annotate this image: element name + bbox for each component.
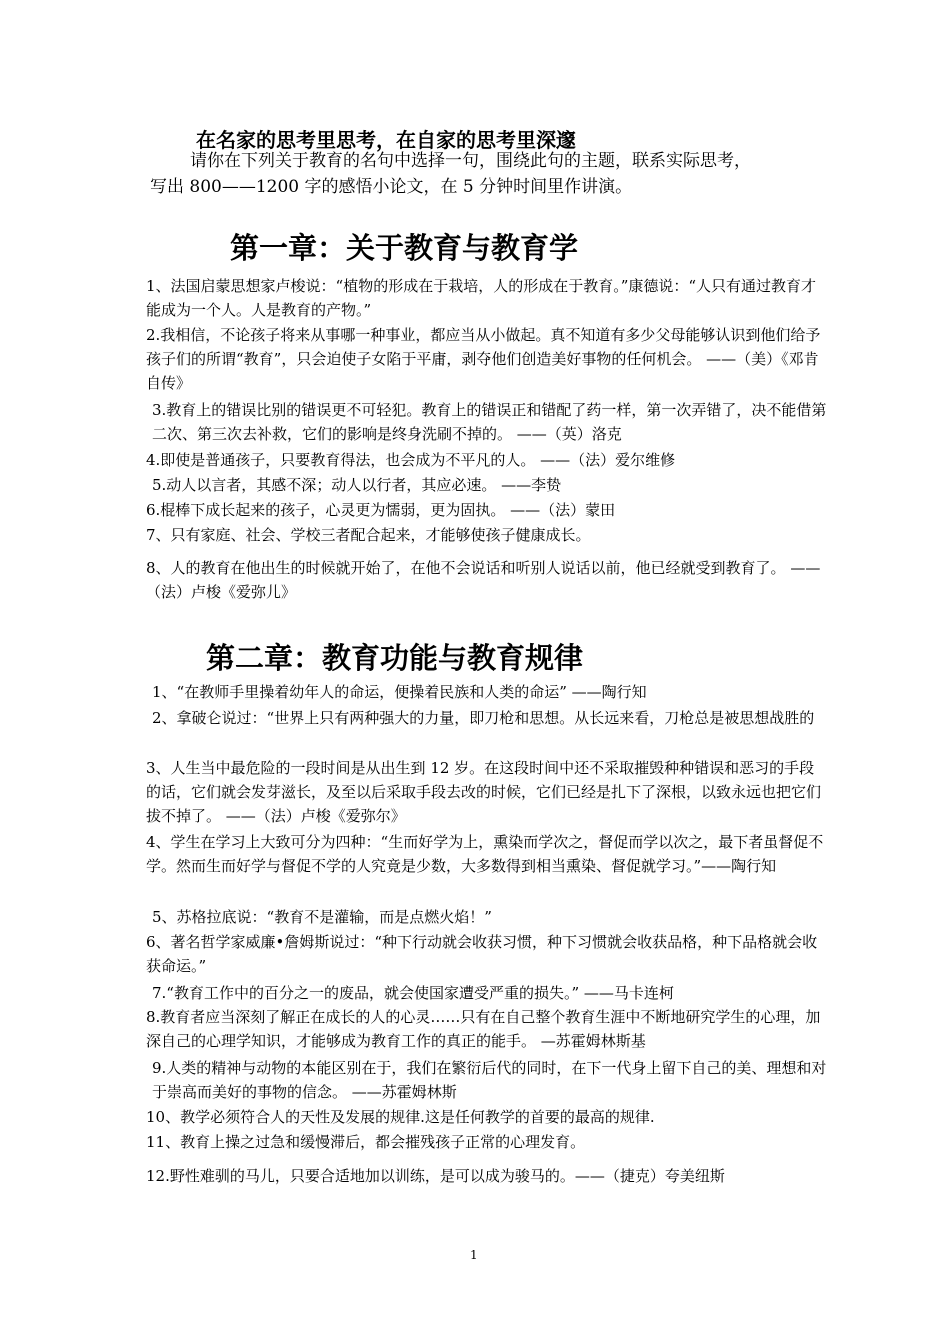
chapter-1-quote-1: 1、法国启蒙思想家卢梭说：“植物的形成在于栽培，人的形成在于教育。”康德说：“人只有通过教育才能成为一个人。人是教育的产物。” bbox=[146, 277, 817, 319]
chapter-2-quote-12: 12.野性难驯的马儿，只要合适地加以训练，是可以成为骏马的。——（捷克）夸美纽斯 bbox=[146, 1167, 725, 1185]
chapter-2-heading: 第二章：教育功能与教育规律 bbox=[206, 641, 584, 675]
chapter-2-quote-6: 6、著名哲学家威廉•詹姆斯说过：“种下行动就会收获习惯，种下习惯就会收获品格，种下品格就会收获命运。” bbox=[146, 933, 818, 975]
chapter-1-quote-7: 7、只有家庭、社会、学校三者配合起来，才能够使孩子健康成长。 bbox=[146, 526, 591, 544]
intro-line-1: 请你在下列关于教育的名句中选择一句，围绕此句的主题，联系实际思考， bbox=[190, 151, 751, 171]
chapter-1-quote-4: 4.即使是普通孩子，只要教育得法，也会成为不平凡的人。 ——（法）爱尔维修 bbox=[146, 451, 676, 469]
chapter-2-quote-3: 3、人生当中最危险的一段时间是从出生到 12 岁。在这段时间中还不采取摧毁种种错误和恶习的手段的话，它们就会发芽滋长，及至以后采取手段去改的时候，它们已经是扎下了深根，以致永远也把它们拔不掉了。 ——（法）卢梭《爱弥尔》 bbox=[146, 759, 822, 825]
chapter-2-quote-9: 9.人类的精神与动物的本能区别在于，我们在繁衍后代的同时，在下一代身上留下自己的美、理想和对于崇高而美好的事物的信念。 ——苏霍姆林斯 bbox=[152, 1059, 827, 1101]
chapter-1-quote-6: 6.棍棒下成长起来的孩子，心灵更为懦弱，更为固执。 ——（法）蒙田 bbox=[146, 501, 616, 519]
chapter-2-quote-11: 11、教育上操之过急和缓慢滞后，都会摧残孩子正常的心理发育。 bbox=[146, 1133, 586, 1151]
page-number: 1 bbox=[470, 1248, 478, 1262]
chapter-1-quote-5: 5.动人以言者，其感不深；动人以行者，其应必速。 ——李贽 bbox=[152, 476, 562, 494]
chapter-2-quote-7: 7.“教育工作中的百分之一的废品，就会使国家遭受严重的损失。” ——马卡连柯 bbox=[152, 984, 674, 1002]
intro-paragraph bbox=[150, 148, 850, 200]
chapter-1-quote-3: 3.教育上的错误比别的错误更不可轻犯。教育上的错误正和错配了药一样，第一次弄错了，决不能借第二次、第三次去补救，它们的影响是终身洗刷不掉的。 ——（英）洛克 bbox=[152, 401, 827, 443]
chapter-2-quote-2: 2、拿破仑说过：“世界上只有两种强大的力量，即刀枪和思想。从长远来看，刀枪总是被思想战胜的 bbox=[152, 709, 815, 727]
chapter-2-quote-1: 1、“在教师手里操着幼年人的命运，便操着民族和人类的命运” ——陶行知 bbox=[152, 683, 647, 701]
chapter-1-quote-8: 8、人的教育在他出生的时候就开始了，在他不会说话和听别人说话以前，他已经就受到教育了。 ——（法）卢梭《爱弥儿》 bbox=[146, 559, 821, 601]
chapter-1-quote-2: 2.我相信，不论孩子将来从事哪一种事业，都应当从小做起。真不知道有多少父母能够认识到他们给予孩子们的所谓“教育”，只会迫使子女陷于平庸，剥夺他们创造美好事物的任何机会。 ——（美）《邓肯自传》 bbox=[146, 326, 821, 392]
chapter-2-quote-4: 4、学生在学习上大致可分为四种：“生而好学为上，熏染而学次之，督促而学以次之，最下者虽督促不学。然而生而好学与督促不学的人究竟是少数，大多数得到相当熏染、督促就学习。”——陶行知 bbox=[146, 833, 824, 875]
intro-line-2: 写出 800——1200 字的感悟小论文，在 5 分钟时间里作讲演。 bbox=[150, 177, 633, 197]
page-title: 在名家的思考里思考，在自家的思考里深邃 bbox=[196, 128, 576, 152]
chapter-2-quote-10: 10、教学必须符合人的天性及发展的规律.这是任何教学的首要的最高的规律. bbox=[146, 1108, 655, 1126]
chapter-2-quote-5: 5、苏格拉底说：“教育不是灌输，而是点燃火焰！” bbox=[152, 908, 492, 926]
chapter-2-quote-8: 8.教育者应当深刻了解正在成长的人的心灵……只有在自己整个教育生涯中不断地研究学生的心理，加深自己的心理学知识，才能够成为教育工作的真正的能手。 —苏霍姆林斯基 bbox=[146, 1008, 821, 1050]
chapter-1-heading: 第一章：关于教育与教育学 bbox=[230, 231, 579, 265]
